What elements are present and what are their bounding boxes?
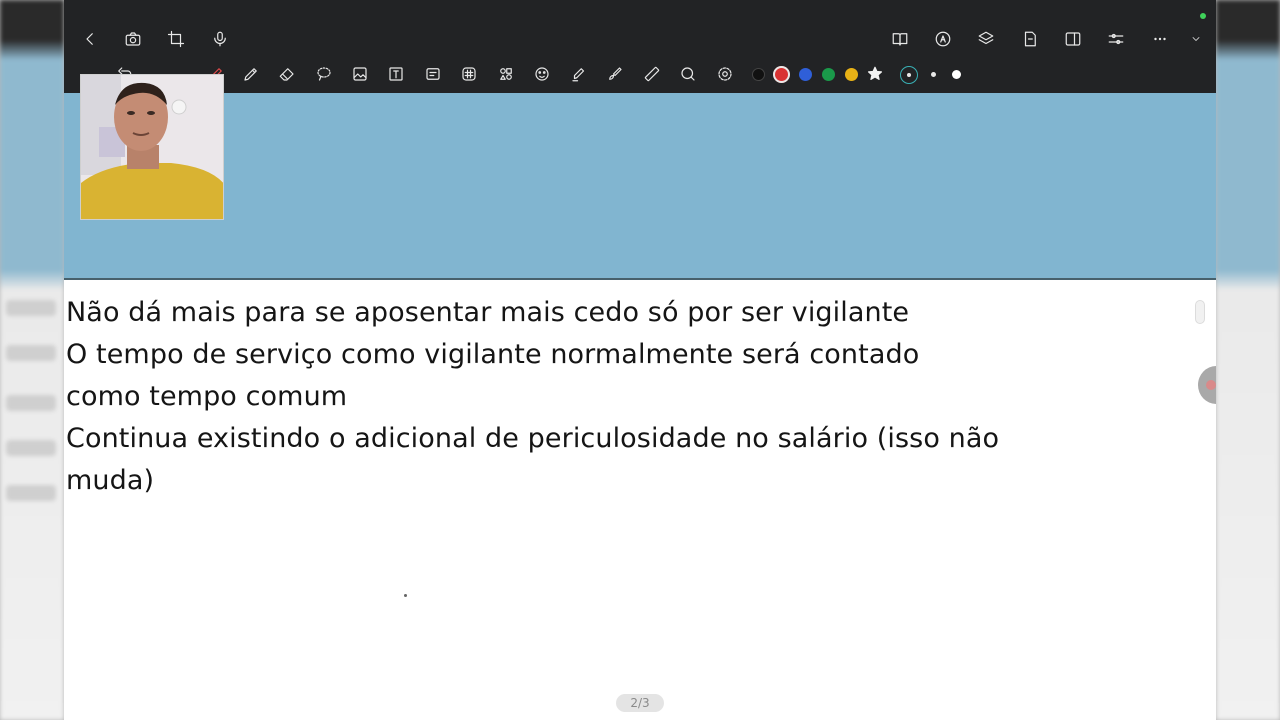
chevron-down-icon[interactable] bbox=[1184, 27, 1208, 51]
zoom-icon[interactable] bbox=[676, 62, 700, 86]
text-line-3: como tempo comum bbox=[66, 381, 348, 412]
document-icon[interactable] bbox=[1018, 27, 1042, 51]
left-background-blur bbox=[0, 0, 64, 720]
shape-text-icon[interactable] bbox=[421, 62, 445, 86]
note-app bbox=[64, 0, 1216, 720]
ruler-icon[interactable] bbox=[640, 62, 664, 86]
shapes-icon[interactable] bbox=[494, 62, 518, 86]
pencil-icon[interactable] bbox=[239, 62, 263, 86]
split-view-icon[interactable] bbox=[1061, 27, 1085, 51]
header-banner bbox=[64, 93, 1216, 280]
book-icon[interactable] bbox=[888, 27, 912, 51]
stray-mark bbox=[404, 594, 407, 597]
color-yellow-swatch[interactable] bbox=[845, 68, 858, 81]
more-icon[interactable] bbox=[1148, 27, 1172, 51]
color-green-swatch[interactable] bbox=[822, 68, 835, 81]
crop-icon[interactable] bbox=[164, 27, 188, 51]
stroke-size-medium[interactable] bbox=[931, 72, 936, 77]
grid-icon[interactable] bbox=[457, 62, 481, 86]
image-icon[interactable] bbox=[348, 62, 372, 86]
stroke-size-small-dot bbox=[907, 73, 911, 77]
text-box-icon[interactable] bbox=[384, 62, 408, 86]
layers-icon[interactable] bbox=[974, 27, 998, 51]
gear-icon[interactable] bbox=[713, 62, 737, 86]
camera-icon[interactable] bbox=[121, 27, 145, 51]
stroke-size-large[interactable] bbox=[952, 70, 961, 79]
color-black-swatch[interactable] bbox=[752, 68, 765, 81]
scroll-handle[interactable] bbox=[1195, 300, 1205, 324]
text-line-1: Não dá mais para se aposentar mais cedo só por ser vigilante bbox=[66, 297, 910, 328]
presenter-video-frame bbox=[81, 75, 224, 220]
star-icon[interactable] bbox=[863, 62, 887, 86]
text-line-4: Continua existindo o adicional de periculosidade no salário (isso não bbox=[66, 423, 1000, 454]
color-blue-swatch[interactable] bbox=[799, 68, 812, 81]
lasso-icon[interactable] bbox=[312, 62, 336, 86]
back-icon[interactable] bbox=[78, 27, 102, 51]
side-panel-toggle[interactable] bbox=[1198, 366, 1216, 404]
brush-icon[interactable] bbox=[603, 62, 627, 86]
pen-circle-icon[interactable] bbox=[931, 27, 955, 51]
recording-indicator bbox=[1200, 13, 1206, 19]
highlighter-icon[interactable] bbox=[567, 62, 591, 86]
page-indicator: 2/3 bbox=[616, 694, 664, 712]
text-line-5: muda) bbox=[66, 465, 155, 496]
right-background-blur bbox=[1216, 0, 1280, 720]
text-line-2: O tempo de serviço como vigilante normalmente será contado bbox=[66, 339, 920, 370]
sticker-icon[interactable] bbox=[530, 62, 554, 86]
microphone-icon[interactable] bbox=[208, 27, 232, 51]
webcam-overlay bbox=[80, 74, 224, 220]
settings-sliders-icon[interactable] bbox=[1104, 27, 1128, 51]
note-text-content[interactable] bbox=[66, 292, 1186, 502]
top-toolbar bbox=[64, 0, 1216, 93]
eraser-icon[interactable] bbox=[275, 62, 299, 86]
color-red-swatch[interactable] bbox=[773, 66, 790, 83]
